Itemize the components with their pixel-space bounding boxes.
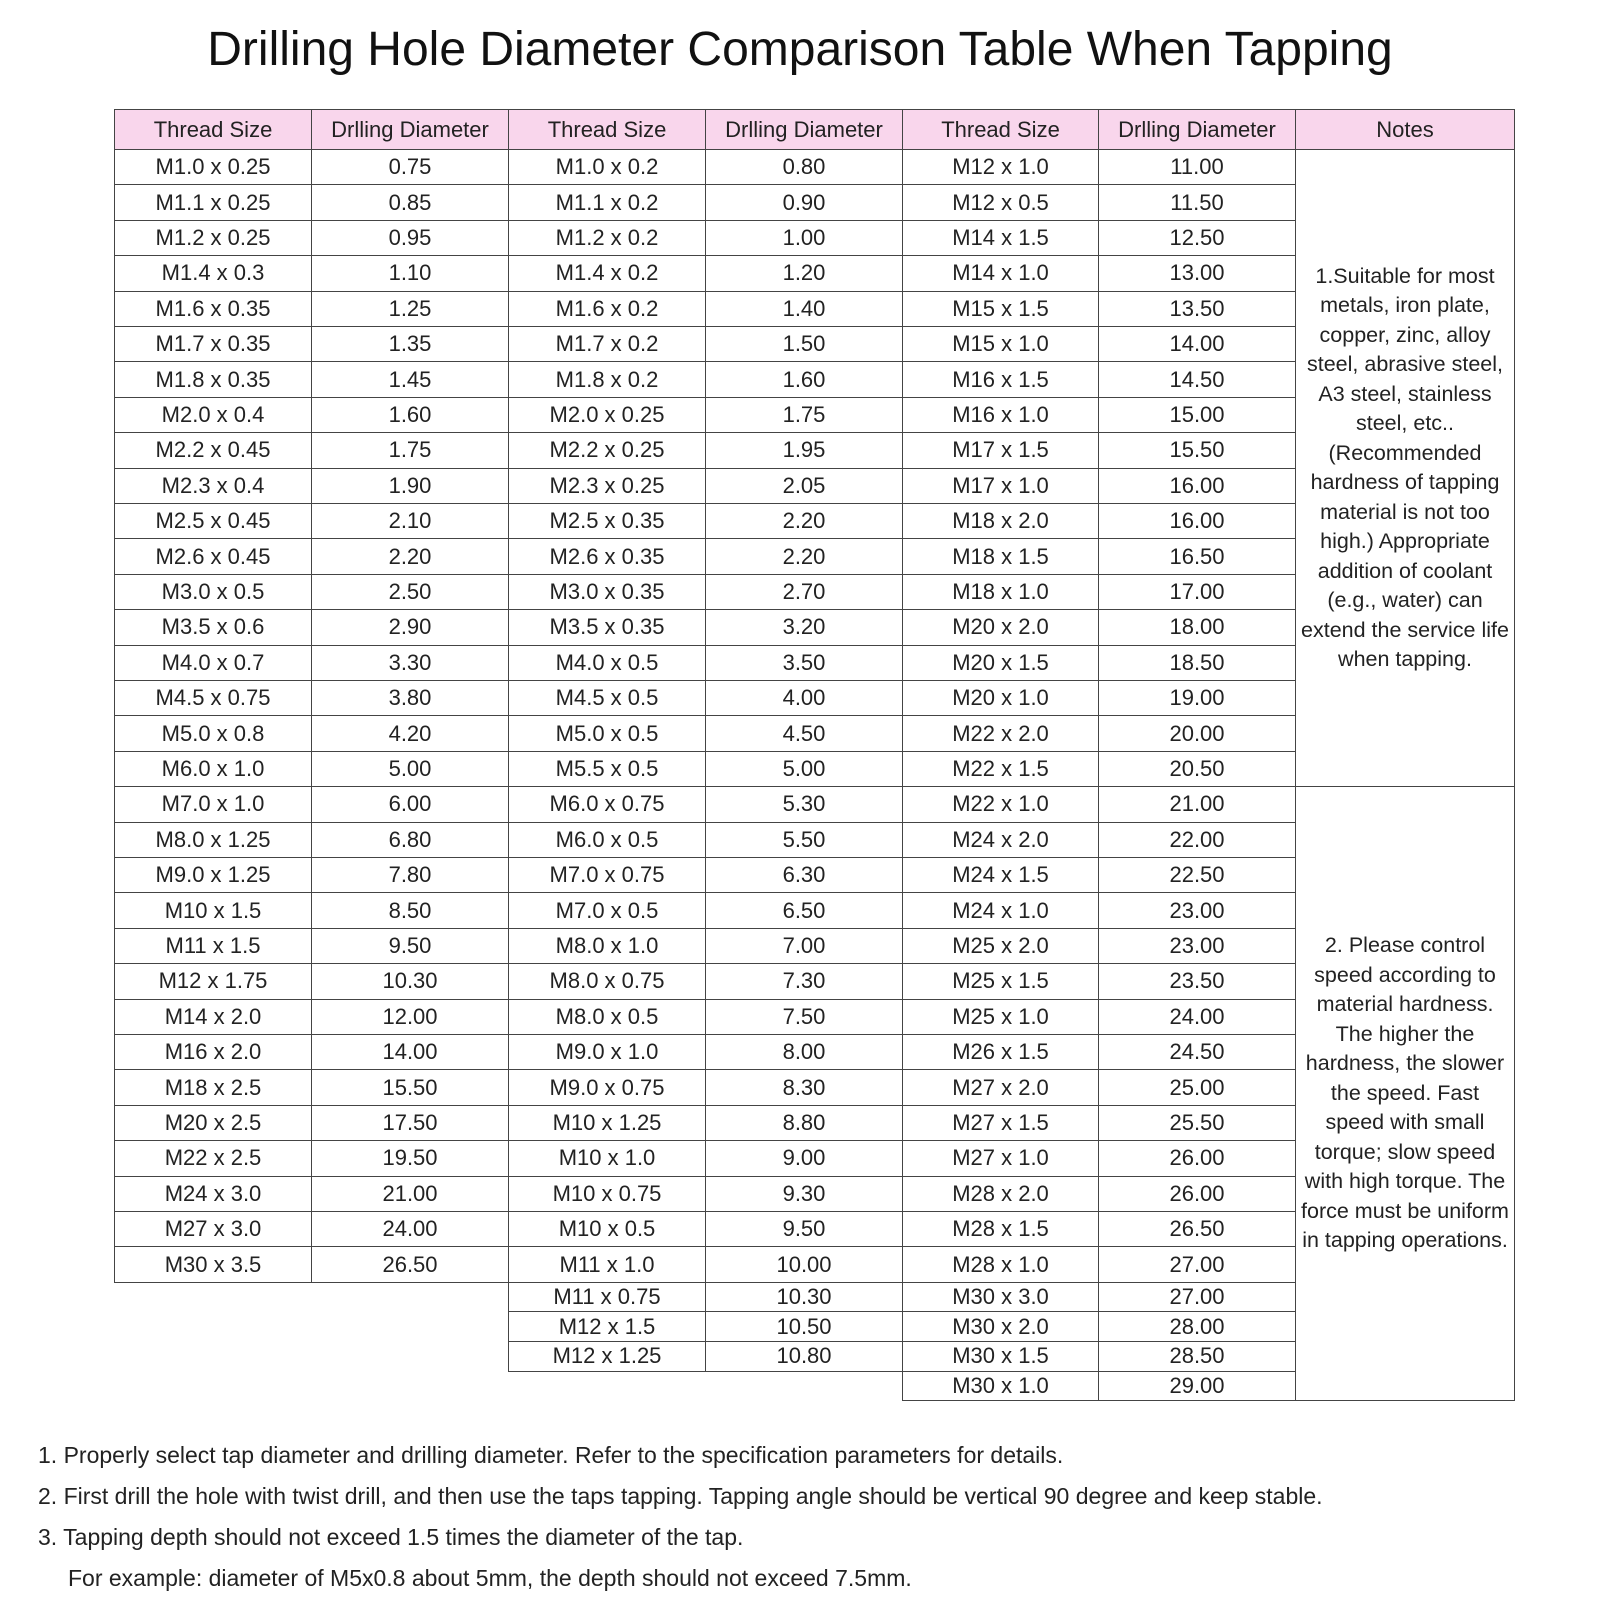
thread-size-cell: M2.5 x 0.45 (114, 503, 312, 539)
footer-line-2: 2. First drill the hole with twist drill, and then use the taps tapping. Tapping angle should be vertical 90 degree and keep stable. (38, 1483, 1323, 1509)
thread-size-cell: M14 x 1.0 (902, 255, 1099, 291)
drilling-diameter-cell: 0.75 (311, 149, 509, 185)
drilling-diameter-cell: 5.00 (705, 751, 903, 787)
thread-size-cell: M6.0 x 0.5 (508, 822, 706, 858)
drilling-diameter-cell: 12.50 (1098, 220, 1296, 256)
drilling-diameter-cell: 20.00 (1098, 715, 1296, 751)
drilling-diameter-cell: 9.50 (311, 928, 509, 964)
drilling-diameter-cell: 3.20 (705, 609, 903, 645)
thread-size-cell: M30 x 2.0 (902, 1311, 1099, 1342)
header-cell: Thread Size (114, 109, 312, 150)
drilling-diameter-cell: 2.90 (311, 609, 509, 645)
drilling-diameter-cell: 15.50 (311, 1069, 509, 1105)
drilling-diameter-cell: 5.00 (311, 751, 509, 787)
drilling-diameter-cell: 26.50 (311, 1246, 509, 1282)
thread-size-cell: M18 x 2.5 (114, 1069, 312, 1105)
drilling-diameter-cell: 10.80 (705, 1341, 903, 1372)
drilling-diameter-cell: 16.00 (1098, 503, 1296, 539)
drilling-diameter-cell: 9.00 (705, 1140, 903, 1176)
thread-size-cell: M18 x 1.0 (902, 574, 1099, 610)
drilling-diameter-cell: 1.40 (705, 291, 903, 327)
thread-size-cell: M12 x 1.25 (508, 1341, 706, 1372)
thread-size-cell: M1.4 x 0.2 (508, 255, 706, 291)
thread-size-cell: M8.0 x 1.25 (114, 822, 312, 858)
thread-size-cell: M4.0 x 0.7 (114, 645, 312, 681)
drilling-diameter-cell: 9.30 (705, 1176, 903, 1212)
thread-size-cell: M1.0 x 0.2 (508, 149, 706, 185)
drilling-diameter-cell: 29.00 (1098, 1371, 1296, 1402)
drilling-diameter-cell: 0.85 (311, 184, 509, 220)
drilling-diameter-cell: 16.50 (1098, 538, 1296, 574)
drilling-diameter-cell: 28.50 (1098, 1341, 1296, 1372)
thread-size-cell: M1.4 x 0.3 (114, 255, 312, 291)
drilling-diameter-cell: 1.75 (705, 397, 903, 433)
drilling-diameter-cell: 26.00 (1098, 1176, 1296, 1212)
thread-size-cell: M12 x 0.5 (902, 184, 1099, 220)
drilling-diameter-cell: 21.00 (1098, 786, 1296, 822)
thread-size-cell: M4.5 x 0.75 (114, 680, 312, 716)
thread-size-cell: M30 x 1.0 (902, 1371, 1099, 1402)
drilling-diameter-cell: 8.30 (705, 1069, 903, 1105)
thread-size-cell: M20 x 2.0 (902, 609, 1099, 645)
drilling-diameter-cell: 2.10 (311, 503, 509, 539)
drilling-diameter-cell: 2.70 (705, 574, 903, 610)
thread-size-cell: M22 x 2.5 (114, 1140, 312, 1176)
drilling-diameter-cell: 25.50 (1098, 1105, 1296, 1141)
drilling-diameter-cell: 27.00 (1098, 1246, 1296, 1282)
drilling-diameter-cell: 14.50 (1098, 361, 1296, 397)
thread-size-cell: M1.7 x 0.35 (114, 326, 312, 362)
drilling-diameter-cell: 13.00 (1098, 255, 1296, 291)
drilling-diameter-cell: 26.00 (1098, 1140, 1296, 1176)
thread-size-cell: M3.5 x 0.35 (508, 609, 706, 645)
thread-size-cell: M28 x 1.0 (902, 1246, 1099, 1282)
drilling-diameter-cell: 17.00 (1098, 574, 1296, 610)
drilling-diameter-cell: 3.30 (311, 645, 509, 681)
thread-size-cell: M12 x 1.75 (114, 963, 312, 999)
drilling-diameter-cell: 1.60 (705, 361, 903, 397)
thread-size-cell: M15 x 1.5 (902, 291, 1099, 327)
note-1: 1.Suitable for most metals, iron plate, copper, zinc, alloy steel, abrasive steel, A3 steel, stainless steel, etc..(Recommended hardness of tapping material is not too high.) Appropriate addition of coolant (e.g., water) can extend the service life when tapping. (1295, 149, 1515, 787)
thread-size-cell: M24 x 3.0 (114, 1176, 312, 1212)
thread-size-cell: M9.0 x 0.75 (508, 1069, 706, 1105)
thread-size-cell: M9.0 x 1.0 (508, 1034, 706, 1070)
thread-size-cell: M1.2 x 0.25 (114, 220, 312, 256)
footer-instructions (38, 1435, 1578, 1599)
drilling-diameter-cell: 7.50 (705, 999, 903, 1035)
drilling-diameter-cell: 16.00 (1098, 468, 1296, 504)
thread-size-cell: M1.6 x 0.2 (508, 291, 706, 327)
header-cell: Thread Size (508, 109, 706, 150)
drilling-diameter-cell: 2.20 (705, 538, 903, 574)
page-title: Drilling Hole Diameter Comparison Table When Tapping (207, 23, 1393, 76)
thread-size-cell: M28 x 1.5 (902, 1211, 1099, 1247)
drilling-diameter-cell: 10.50 (705, 1311, 903, 1342)
thread-size-cell: M5.0 x 0.8 (114, 715, 312, 751)
drilling-diameter-cell: 1.75 (311, 432, 509, 468)
drilling-diameter-cell: 14.00 (1098, 326, 1296, 362)
header-cell: Drlling Diameter (705, 109, 903, 150)
drilling-diameter-cell: 0.95 (311, 220, 509, 256)
thread-size-cell: M8.0 x 1.0 (508, 928, 706, 964)
drilling-diameter-cell: 7.80 (311, 857, 509, 893)
drilling-diameter-cell: 6.30 (705, 857, 903, 893)
thread-size-cell: M11 x 0.75 (508, 1282, 706, 1313)
drilling-diameter-cell: 0.80 (705, 149, 903, 185)
header-cell: Drlling Diameter (311, 109, 509, 150)
thread-size-cell: M2.2 x 0.45 (114, 432, 312, 468)
thread-size-cell: M25 x 1.5 (902, 963, 1099, 999)
thread-size-cell: M4.0 x 0.5 (508, 645, 706, 681)
drilling-diameter-cell: 0.90 (705, 184, 903, 220)
drilling-diameter-cell: 1.95 (705, 432, 903, 468)
note-2: 2. Please control speed according to material hardness. The higher the hardness, the slower the speed. Fast speed with small torque; slow speed with high torque. The force must be uniform in tapping operations. (1295, 786, 1515, 1401)
thread-size-cell: M12 x 1.0 (902, 149, 1099, 185)
thread-size-cell: M2.2 x 0.25 (508, 432, 706, 468)
drilling-diameter-cell: 1.10 (311, 255, 509, 291)
thread-size-cell: M10 x 1.0 (508, 1140, 706, 1176)
thread-size-cell: M10 x 0.5 (508, 1211, 706, 1247)
thread-size-cell: M12 x 1.5 (508, 1311, 706, 1342)
thread-size-cell: M24 x 1.5 (902, 857, 1099, 893)
drilling-diameter-cell: 13.50 (1098, 291, 1296, 327)
drilling-diameter-cell: 19.00 (1098, 680, 1296, 716)
thread-size-cell: M10 x 1.25 (508, 1105, 706, 1141)
drilling-diameter-cell: 5.50 (705, 822, 903, 858)
drilling-diameter-cell: 1.90 (311, 468, 509, 504)
header-cell: Thread Size (902, 109, 1099, 150)
drilling-diameter-cell: 4.20 (311, 715, 509, 751)
drilling-diameter-cell: 18.00 (1098, 609, 1296, 645)
thread-size-cell: M30 x 3.0 (902, 1282, 1099, 1313)
thread-size-cell: M1.7 x 0.2 (508, 326, 706, 362)
drilling-diameter-cell: 2.05 (705, 468, 903, 504)
thread-size-cell: M28 x 2.0 (902, 1176, 1099, 1212)
thread-size-cell: M2.6 x 0.45 (114, 538, 312, 574)
drilling-diameter-cell: 27.00 (1098, 1282, 1296, 1313)
thread-size-cell: M20 x 2.5 (114, 1105, 312, 1141)
drilling-diameter-cell: 2.50 (311, 574, 509, 610)
thread-size-cell: M2.0 x 0.25 (508, 397, 706, 433)
drilling-diameter-cell: 6.50 (705, 892, 903, 928)
thread-size-cell: M4.5 x 0.5 (508, 680, 706, 716)
thread-size-cell: M22 x 2.0 (902, 715, 1099, 751)
header-cell: Drlling Diameter (1098, 109, 1296, 150)
thread-size-cell: M2.3 x 0.25 (508, 468, 706, 504)
thread-size-cell: M2.3 x 0.4 (114, 468, 312, 504)
thread-size-cell: M1.8 x 0.35 (114, 361, 312, 397)
drilling-diameter-cell: 22.00 (1098, 822, 1296, 858)
thread-size-cell: M3.5 x 0.6 (114, 609, 312, 645)
thread-size-cell: M1.1 x 0.25 (114, 184, 312, 220)
thread-size-cell: M7.0 x 1.0 (114, 786, 312, 822)
thread-size-cell: M6.0 x 1.0 (114, 751, 312, 787)
thread-size-cell: M17 x 1.5 (902, 432, 1099, 468)
drilling-diameter-cell: 7.00 (705, 928, 903, 964)
thread-size-cell: M16 x 2.0 (114, 1034, 312, 1070)
drilling-diameter-cell: 15.00 (1098, 397, 1296, 433)
drilling-diameter-cell: 8.00 (705, 1034, 903, 1070)
footer-line-3: 3. Tapping depth should not exceed 1.5 times the diameter of the tap. (38, 1524, 744, 1550)
drilling-diameter-cell: 1.00 (705, 220, 903, 256)
thread-size-cell: M7.0 x 0.75 (508, 857, 706, 893)
thread-size-cell: M17 x 1.0 (902, 468, 1099, 504)
drilling-diameter-cell: 1.50 (705, 326, 903, 362)
footer-line-4: For example: diameter of M5x0.8 about 5mm, the depth should not exceed 7.5mm. (68, 1565, 912, 1591)
drilling-diameter-cell: 3.50 (705, 645, 903, 681)
thread-size-cell: M18 x 2.0 (902, 503, 1099, 539)
header-cell: Notes (1295, 109, 1515, 150)
drilling-diameter-cell: 8.50 (311, 892, 509, 928)
drilling-diameter-cell: 6.00 (311, 786, 509, 822)
thread-size-cell: M8.0 x 0.5 (508, 999, 706, 1035)
drilling-diameter-cell: 10.30 (311, 963, 509, 999)
thread-size-cell: M20 x 1.5 (902, 645, 1099, 681)
drilling-diameter-cell: 11.50 (1098, 184, 1296, 220)
thread-size-cell: M15 x 1.0 (902, 326, 1099, 362)
thread-size-cell: M1.8 x 0.2 (508, 361, 706, 397)
drilling-diameter-cell: 22.50 (1098, 857, 1296, 893)
thread-size-cell: M3.0 x 0.35 (508, 574, 706, 610)
drilling-diameter-cell: 6.80 (311, 822, 509, 858)
drilling-diameter-cell: 17.50 (311, 1105, 509, 1141)
thread-size-cell: M1.0 x 0.25 (114, 149, 312, 185)
drilling-diameter-cell: 9.50 (705, 1211, 903, 1247)
thread-size-cell: M16 x 1.0 (902, 397, 1099, 433)
drilling-diameter-cell: 21.00 (311, 1176, 509, 1212)
drilling-diameter-cell: 23.00 (1098, 892, 1296, 928)
drilling-diameter-cell: 25.00 (1098, 1069, 1296, 1105)
thread-size-cell: M22 x 1.5 (902, 751, 1099, 787)
thread-size-cell: M27 x 1.5 (902, 1105, 1099, 1141)
thread-size-cell: M9.0 x 1.25 (114, 857, 312, 893)
drilling-diameter-cell: 1.45 (311, 361, 509, 397)
thread-size-cell: M24 x 1.0 (902, 892, 1099, 928)
thread-size-cell: M2.6 x 0.35 (508, 538, 706, 574)
thread-size-cell: M1.1 x 0.2 (508, 184, 706, 220)
thread-size-cell: M2.0 x 0.4 (114, 397, 312, 433)
drilling-diameter-cell: 1.35 (311, 326, 509, 362)
thread-size-cell: M10 x 0.75 (508, 1176, 706, 1212)
thread-size-cell: M11 x 1.0 (508, 1246, 706, 1282)
drilling-diameter-cell: 4.50 (705, 715, 903, 751)
drilling-diameter-cell: 24.00 (311, 1211, 509, 1247)
drilling-diameter-cell: 4.00 (705, 680, 903, 716)
drilling-diameter-cell: 19.50 (311, 1140, 509, 1176)
drilling-diameter-cell: 23.50 (1098, 963, 1296, 999)
drilling-diameter-cell: 7.30 (705, 963, 903, 999)
drilling-diameter-cell: 2.20 (311, 538, 509, 574)
thread-size-cell: M25 x 2.0 (902, 928, 1099, 964)
thread-size-cell: M14 x 2.0 (114, 999, 312, 1035)
drilling-diameter-cell: 1.25 (311, 291, 509, 327)
thread-size-cell: M5.5 x 0.5 (508, 751, 706, 787)
drilling-diameter-cell: 5.30 (705, 786, 903, 822)
drilling-diameter-cell: 28.00 (1098, 1311, 1296, 1342)
thread-size-cell: M8.0 x 0.75 (508, 963, 706, 999)
thread-size-cell: M1.6 x 0.35 (114, 291, 312, 327)
footer-line-1: 1. Properly select tap diameter and drilling diameter. Refer to the specification parameters for details. (38, 1442, 1064, 1468)
thread-size-cell: M5.0 x 0.5 (508, 715, 706, 751)
drilling-diameter-cell: 26.50 (1098, 1211, 1296, 1247)
drilling-diameter-cell: 2.20 (705, 503, 903, 539)
drilling-diameter-cell: 10.00 (705, 1246, 903, 1282)
thread-size-cell: M3.0 x 0.5 (114, 574, 312, 610)
drilling-diameter-cell: 1.20 (705, 255, 903, 291)
thread-size-cell: M27 x 2.0 (902, 1069, 1099, 1105)
thread-size-cell: M7.0 x 0.5 (508, 892, 706, 928)
thread-size-cell: M30 x 3.5 (114, 1246, 312, 1282)
thread-size-cell: M26 x 1.5 (902, 1034, 1099, 1070)
thread-size-cell: M2.5 x 0.35 (508, 503, 706, 539)
drilling-diameter-cell: 23.00 (1098, 928, 1296, 964)
drilling-diameter-cell: 12.00 (311, 999, 509, 1035)
drilling-diameter-cell: 14.00 (311, 1034, 509, 1070)
thread-size-cell: M20 x 1.0 (902, 680, 1099, 716)
thread-size-cell: M6.0 x 0.75 (508, 786, 706, 822)
thread-size-cell: M18 x 1.5 (902, 538, 1099, 574)
drilling-diameter-cell: 24.00 (1098, 999, 1296, 1035)
thread-size-cell: M30 x 1.5 (902, 1341, 1099, 1372)
drilling-diameter-cell: 18.50 (1098, 645, 1296, 681)
thread-size-cell: M1.2 x 0.2 (508, 220, 706, 256)
thread-size-cell: M25 x 1.0 (902, 999, 1099, 1035)
drilling-diameter-cell: 24.50 (1098, 1034, 1296, 1070)
drilling-diameter-cell: 11.00 (1098, 149, 1296, 185)
drilling-diameter-cell: 20.50 (1098, 751, 1296, 787)
thread-size-cell: M16 x 1.5 (902, 361, 1099, 397)
thread-size-cell: M10 x 1.5 (114, 892, 312, 928)
thread-size-cell: M11 x 1.5 (114, 928, 312, 964)
drilling-diameter-cell: 3.80 (311, 680, 509, 716)
drilling-diameter-cell: 1.60 (311, 397, 509, 433)
thread-size-cell: M14 x 1.5 (902, 220, 1099, 256)
drilling-diameter-cell: 8.80 (705, 1105, 903, 1141)
thread-size-cell: M22 x 1.0 (902, 786, 1099, 822)
thread-size-cell: M27 x 3.0 (114, 1211, 312, 1247)
thread-size-cell: M27 x 1.0 (902, 1140, 1099, 1176)
drilling-diameter-cell: 15.50 (1098, 432, 1296, 468)
thread-size-cell: M24 x 2.0 (902, 822, 1099, 858)
drilling-diameter-cell: 10.30 (705, 1282, 903, 1313)
